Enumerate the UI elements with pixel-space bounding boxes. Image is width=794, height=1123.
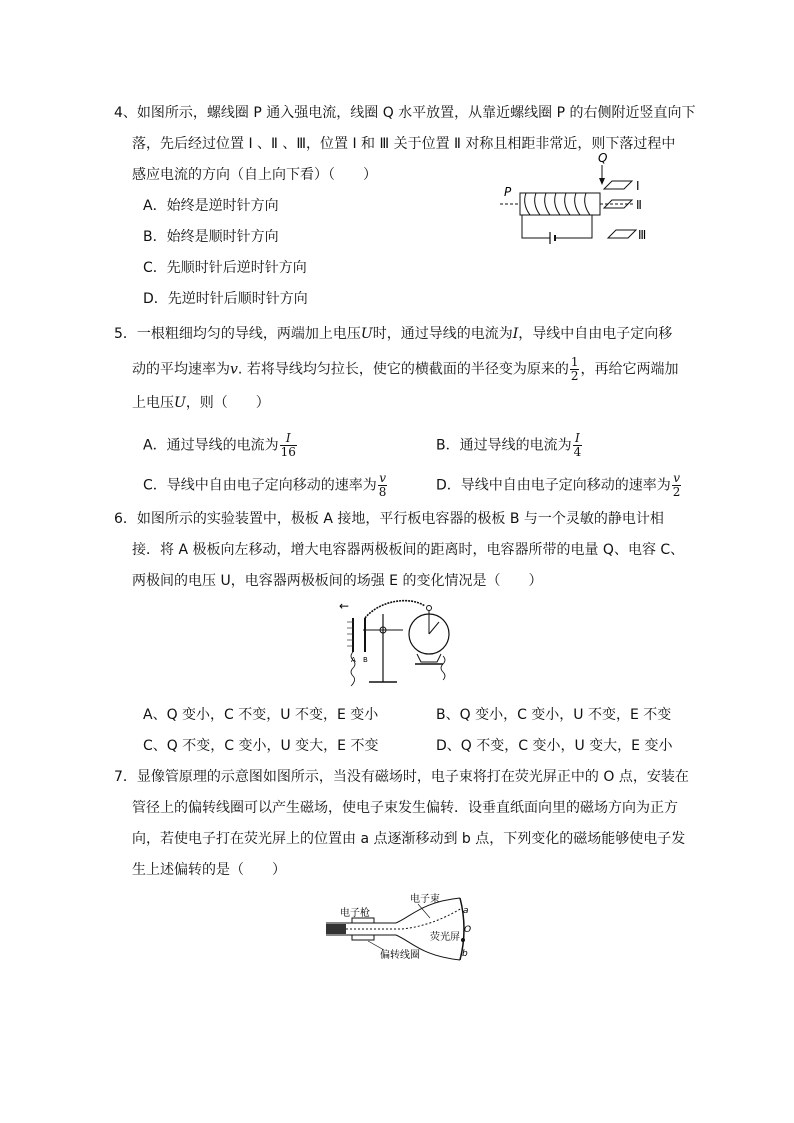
fraction	[573, 432, 583, 459]
label-o-point: O	[464, 925, 472, 935]
label-screen: 荧光屏	[430, 932, 460, 943]
label-coil: 偏转线圈	[380, 950, 420, 961]
option-text: C．导线中自由电子定向移动的速率为	[143, 477, 377, 494]
fraction-num: I	[280, 432, 297, 446]
label-q: Q	[598, 151, 608, 165]
var-v: v	[230, 361, 238, 378]
q4-option-b[interactable]: B．始终是顺时针方向	[143, 229, 279, 245]
q5-text: . 若将导线均匀拉长，使它的横截面的半径变为原来的	[237, 361, 569, 378]
label-pos-3: Ⅲ	[638, 228, 647, 242]
q4-option-c[interactable]: C．先顺时针后逆时针方向	[143, 260, 307, 276]
electrometer-knob	[427, 606, 432, 611]
crt-figure	[322, 886, 482, 964]
q5-option-a[interactable]	[143, 432, 298, 459]
q5-line-1	[114, 325, 672, 343]
coil-position-1	[604, 181, 632, 189]
option-text: B．通过导线的电流为	[436, 437, 572, 454]
fraction-den: 16	[280, 445, 296, 459]
q5-text: 上电压	[132, 395, 174, 411]
q5-line-3	[132, 394, 270, 412]
beam-deflected	[402, 908, 462, 929]
q6-option-b[interactable]: B、Q 变小，C 变小，U 不变，E 不变	[436, 707, 672, 723]
move-left-arrow: ←	[339, 599, 350, 613]
var-u: U	[360, 326, 373, 342]
option-text: A．通过导线的电流为	[143, 437, 279, 454]
q4-line-2: 落，先后经过位置 Ⅰ 、Ⅱ 、Ⅲ，位置 Ⅰ 和 Ⅲ 关于位置 Ⅱ 对称且相距非常近，则下落过程中	[132, 136, 676, 152]
q5-option-c[interactable]	[143, 472, 388, 499]
q5-text: ，导线中自由电子定向移	[518, 326, 673, 342]
q5-text: 时，通过导线的电流为	[372, 326, 513, 342]
q6-line-3: 两极间的电压 U，电容器两极板间的场强 E 的变化情况是（ ）	[132, 573, 543, 589]
fraction-den: 4	[573, 445, 582, 459]
q6-option-d[interactable]: D、Q 不变，C 变小，U 变大，E 变小	[436, 738, 673, 754]
fraction-num: v	[379, 471, 386, 485]
label-b: B	[363, 656, 368, 664]
connecting-wire	[365, 601, 425, 618]
q4-option-d[interactable]: D．先逆时针后顺时针方向	[143, 291, 308, 307]
fraction	[280, 432, 297, 459]
fraction-den: 2	[672, 485, 681, 499]
label-p: P	[504, 185, 512, 199]
ground-wire-meter	[441, 656, 445, 680]
q4-line-1: 4、如图所示，螺线圈 P 通入强电流，线圈 Q 水平放置，从靠近螺线圈 P 的右侧附近竖直向下	[114, 105, 696, 121]
electrometer-needle	[429, 622, 439, 634]
q7-line-1: 7．显像管原理的示意图如图所示，当没有磁场时，电子束将打在荧光屏正中的 O 点，安装在	[114, 769, 689, 785]
q5-option-d[interactable]	[436, 472, 682, 499]
fraction-den: 8	[378, 485, 387, 499]
wire-left	[522, 215, 550, 238]
label-beam: 电子束	[410, 894, 440, 905]
q7-line-2: 管径上的偏转线圈可以产生磁场，使电子束发生偏转．设垂直纸面向里的磁场方向为正方	[132, 800, 678, 816]
q5-text: 动的平均速率为	[132, 361, 230, 378]
electrometer-stand	[417, 654, 441, 662]
q5-option-b[interactable]	[436, 432, 583, 459]
fraction	[672, 472, 682, 499]
fall-arrowhead	[599, 178, 605, 185]
point-o-dot	[461, 938, 465, 942]
solenoid-coils	[525, 193, 590, 215]
gun-body	[326, 924, 346, 934]
q6-line-2: 接．将 A 极板向左移动，增大电容器两极板间的距离时，电容器所带的电量 Q、电容 C、	[132, 542, 685, 558]
coil-position-3	[608, 230, 636, 238]
solenoid-figure	[500, 148, 670, 248]
fraction-num: 1	[570, 355, 579, 369]
q5-text: ，则（ ）	[185, 395, 270, 411]
option-text: D．导线中自由电子定向移动的速率为	[436, 477, 671, 494]
coil-leader	[368, 941, 384, 950]
capacitor-figure	[325, 596, 465, 690]
label-b-point: b	[462, 949, 468, 959]
q6-option-c[interactable]: C、Q 不变，C 变小，U 变大，E 不变	[143, 738, 379, 754]
q5-line-2	[132, 356, 678, 383]
fraction-den: 2	[570, 369, 579, 383]
label-pos-2: Ⅱ	[636, 198, 642, 212]
label-pos-1: Ⅰ	[636, 179, 640, 193]
label-gun: 电子枪	[340, 908, 370, 919]
coil-bottom	[352, 935, 374, 940]
q7-line-4: 生上述偏转的是（ ）	[132, 862, 286, 878]
q5-text: ，再给它两端加	[580, 361, 679, 378]
beam-leader	[418, 904, 430, 918]
q6-line-1: 6．如图所示的实验装置中，极板 A 接地，平行板电容器的极板 B 与一个灵敏的静电计相	[114, 511, 664, 527]
var-i: I	[512, 326, 519, 342]
var-u: U	[174, 395, 186, 411]
q4-line-3: 感应电流的方向（自上向下看）（ ）	[132, 167, 377, 183]
label-a: A	[351, 656, 356, 664]
fraction-half	[570, 356, 580, 383]
q7-line-3: 向，若使电子打在荧光屏上的位置由 a 点逐渐移动到 b 点，下列变化的磁场能够使电子发	[132, 831, 686, 847]
q5-text: 5．一根粗细均匀的导线，两端加上电压	[114, 326, 361, 342]
fraction-num: I	[573, 432, 583, 446]
wire-right	[555, 215, 592, 238]
label-a-point: a	[463, 906, 469, 916]
fraction	[378, 472, 388, 499]
fraction-num: v	[673, 471, 680, 485]
q4-option-a[interactable]: A．始终是逆时针方向	[143, 198, 279, 214]
q6-option-a[interactable]: A、Q 变小，C 不变，U 不变，E 变小	[143, 707, 379, 723]
